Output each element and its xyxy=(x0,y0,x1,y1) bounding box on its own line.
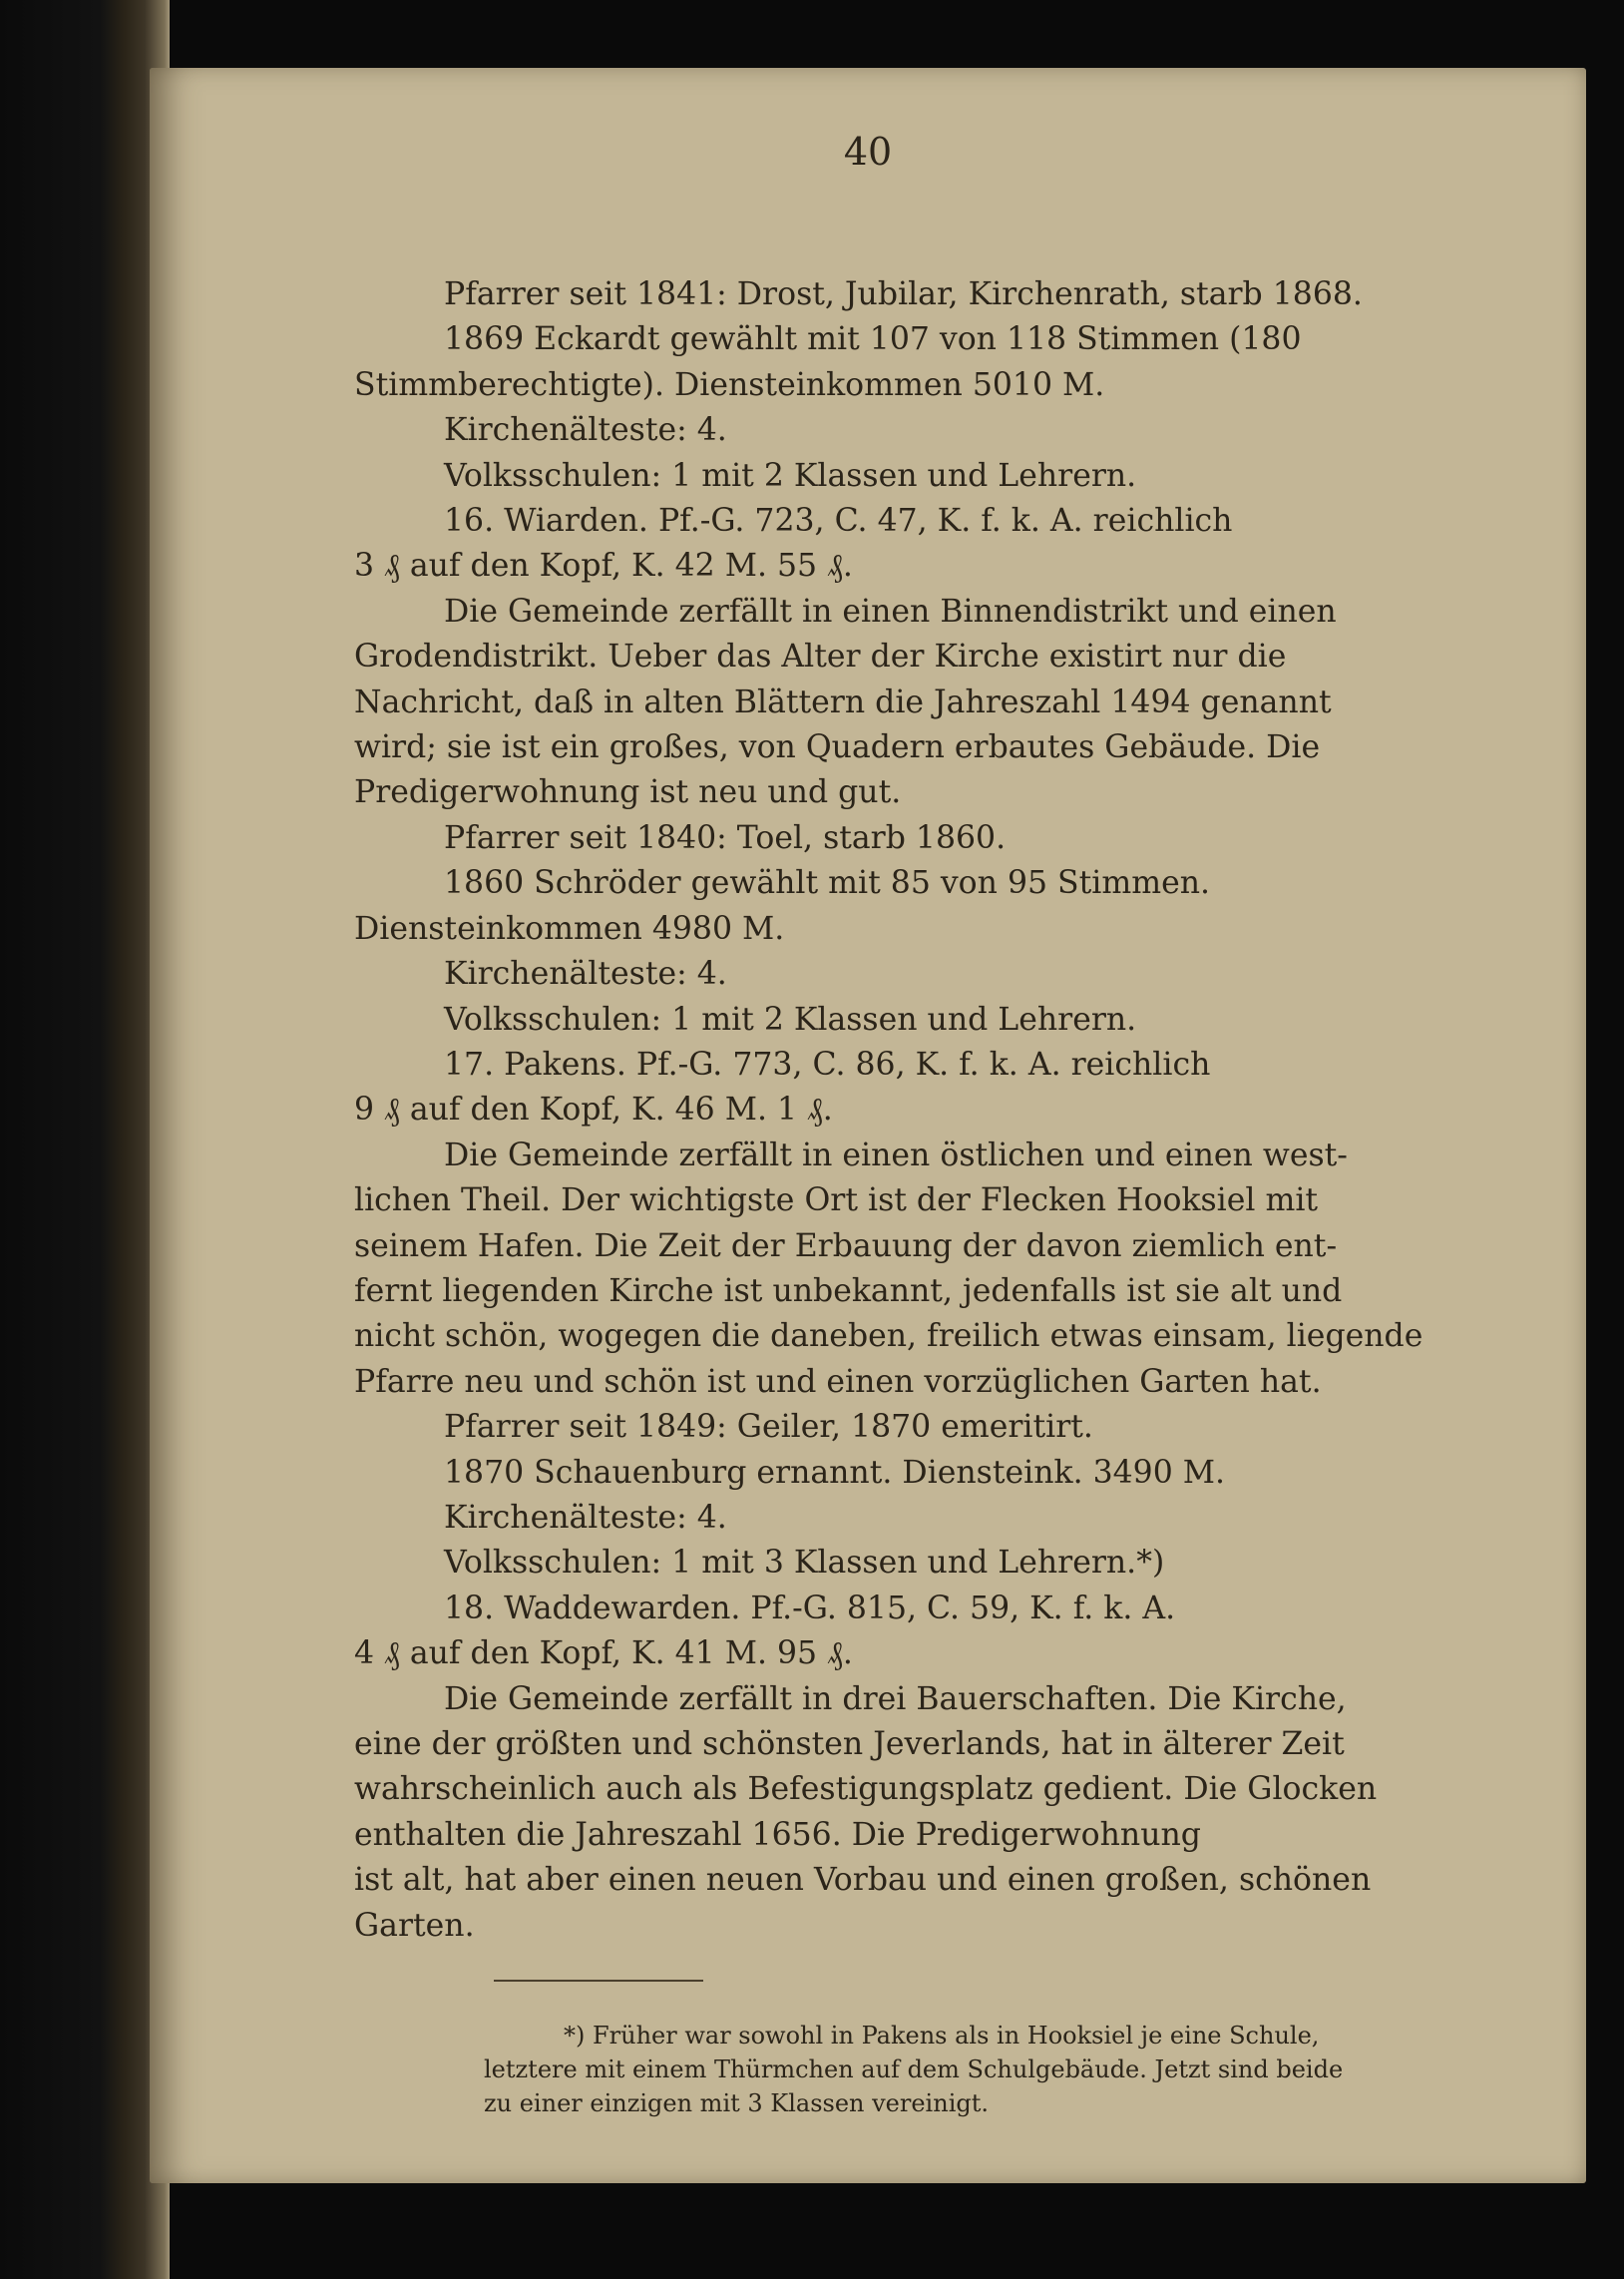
text-line: Pfarrer seit 1840: Toel, starb 1860. xyxy=(444,819,1007,856)
footnote-line: letztere mit einem Thürmchen auf dem Schulgebäude. Jetzt sind beide xyxy=(484,2055,1344,2083)
text-line: 1870 Schauenburg ernannt. Diensteink. 3490 M. xyxy=(444,1454,1226,1491)
text-line: 18. Waddewarden. Pf.-G. 815, C. 59, K. f. k. A. xyxy=(444,1590,1176,1626)
text-line: Grodendistrikt. Ueber das Alter der Kirche existirt nur die xyxy=(354,639,1287,676)
text-line: 17. Pakens. Pf.-G. 773, C. 86, K. f. k. A. reichlich xyxy=(444,1046,1211,1083)
text-line: 1860 Schröder gewählt mit 85 von 95 Stimmen. xyxy=(444,865,1211,902)
text-line: Stimmberechtigte). Diensteinkommen 5010 M. xyxy=(354,366,1105,403)
text-line: Kirchenälteste: 4. xyxy=(444,1499,727,1536)
text-line: fernt liegenden Kirche ist unbekannt, jedenfalls ist sie alt und xyxy=(354,1272,1343,1309)
text-line: Nachricht, daß in alten Blättern die Jahreszahl 1494 genannt xyxy=(354,684,1332,720)
text-line: Kirchenälteste: 4. xyxy=(444,412,727,449)
body-text xyxy=(354,272,1576,1949)
text-line: Volksschulen: 1 mit 3 Klassen und Lehrern.*) xyxy=(444,1545,1165,1582)
text-line: ist alt, hat aber einen neuen Vorbau und einen großen, schönen xyxy=(354,1862,1372,1899)
text-line: Volksschulen: 1 mit 2 Klassen und Lehrern. xyxy=(444,457,1137,494)
text-line: 1869 Eckardt gewählt mit 107 von 118 Stimmen (180 xyxy=(444,321,1302,358)
footnote-line: zu einer einzigen mit 3 Klassen vereinigt. xyxy=(484,2089,990,2117)
text-line: Die Gemeinde zerfällt in einen östlichen und einen west- xyxy=(444,1137,1348,1173)
text-line: Die Gemeinde zerfällt in drei Bauerschaften. Die Kirche, xyxy=(444,1680,1347,1717)
text-line: Predigerwohnung ist neu und gut. xyxy=(354,774,902,811)
text-line: wahrscheinlich auch als Befestigungsplatz gedient. Die Glocken xyxy=(354,1771,1378,1808)
text-line: Diensteinkommen 4980 M. xyxy=(354,910,785,947)
footnote xyxy=(484,2019,1586,2120)
footnote-line: *) Früher war sowohl in Pakens als in Hooksiel je eine Schule, xyxy=(564,2022,1320,2050)
book-binding xyxy=(0,0,170,2279)
page-number: 40 xyxy=(843,130,893,174)
text-line: nicht schön, wogegen die daneben, freilich etwas einsam, liegende xyxy=(354,1318,1423,1355)
text-line: 4 ₰ auf den Kopf, K. 41 M. 95 ₰. xyxy=(354,1635,853,1672)
text-line: Pfarre neu und schön ist und einen vorzüglichen Garten hat. xyxy=(354,1363,1322,1400)
book-page xyxy=(150,68,1586,2183)
text-line: seinem Hafen. Die Zeit der Erbauung der davon ziemlich ent- xyxy=(354,1227,1338,1264)
text-line: Kirchenälteste: 4. xyxy=(444,956,727,993)
text-line: Pfarrer seit 1841: Drost, Jubilar, Kirchenrath, starb 1868. xyxy=(444,276,1363,312)
text-line: Garten. xyxy=(354,1907,475,1944)
text-line: 9 ₰ auf den Kopf, K. 46 M. 1 ₰. xyxy=(354,1092,833,1129)
text-line: enthalten die Jahreszahl 1656. Die Predigerwohnung xyxy=(354,1816,1201,1853)
text-line: lichen Theil. Der wichtigste Ort ist der Flecken Hooksiel mit xyxy=(354,1182,1319,1219)
text-line: wird; sie ist ein großes, von Quadern erbautes Gebäude. Die xyxy=(354,729,1321,766)
text-line: eine der größten und schönsten Jeverlands, hat in älterer Zeit xyxy=(354,1726,1345,1762)
text-line: Pfarrer seit 1849: Geiler, 1870 emeritirt. xyxy=(444,1409,1093,1446)
footnote-divider xyxy=(494,1980,703,1982)
text-line: 16. Wiarden. Pf.-G. 723, C. 47, K. f. k. A. reichlich xyxy=(444,503,1233,540)
text-line: 3 ₰ auf den Kopf, K. 42 M. 55 ₰. xyxy=(354,548,853,585)
text-line: Volksschulen: 1 mit 2 Klassen und Lehrern. xyxy=(444,1001,1137,1038)
text-line: Die Gemeinde zerfällt in einen Binnendistrikt und einen xyxy=(444,593,1337,630)
